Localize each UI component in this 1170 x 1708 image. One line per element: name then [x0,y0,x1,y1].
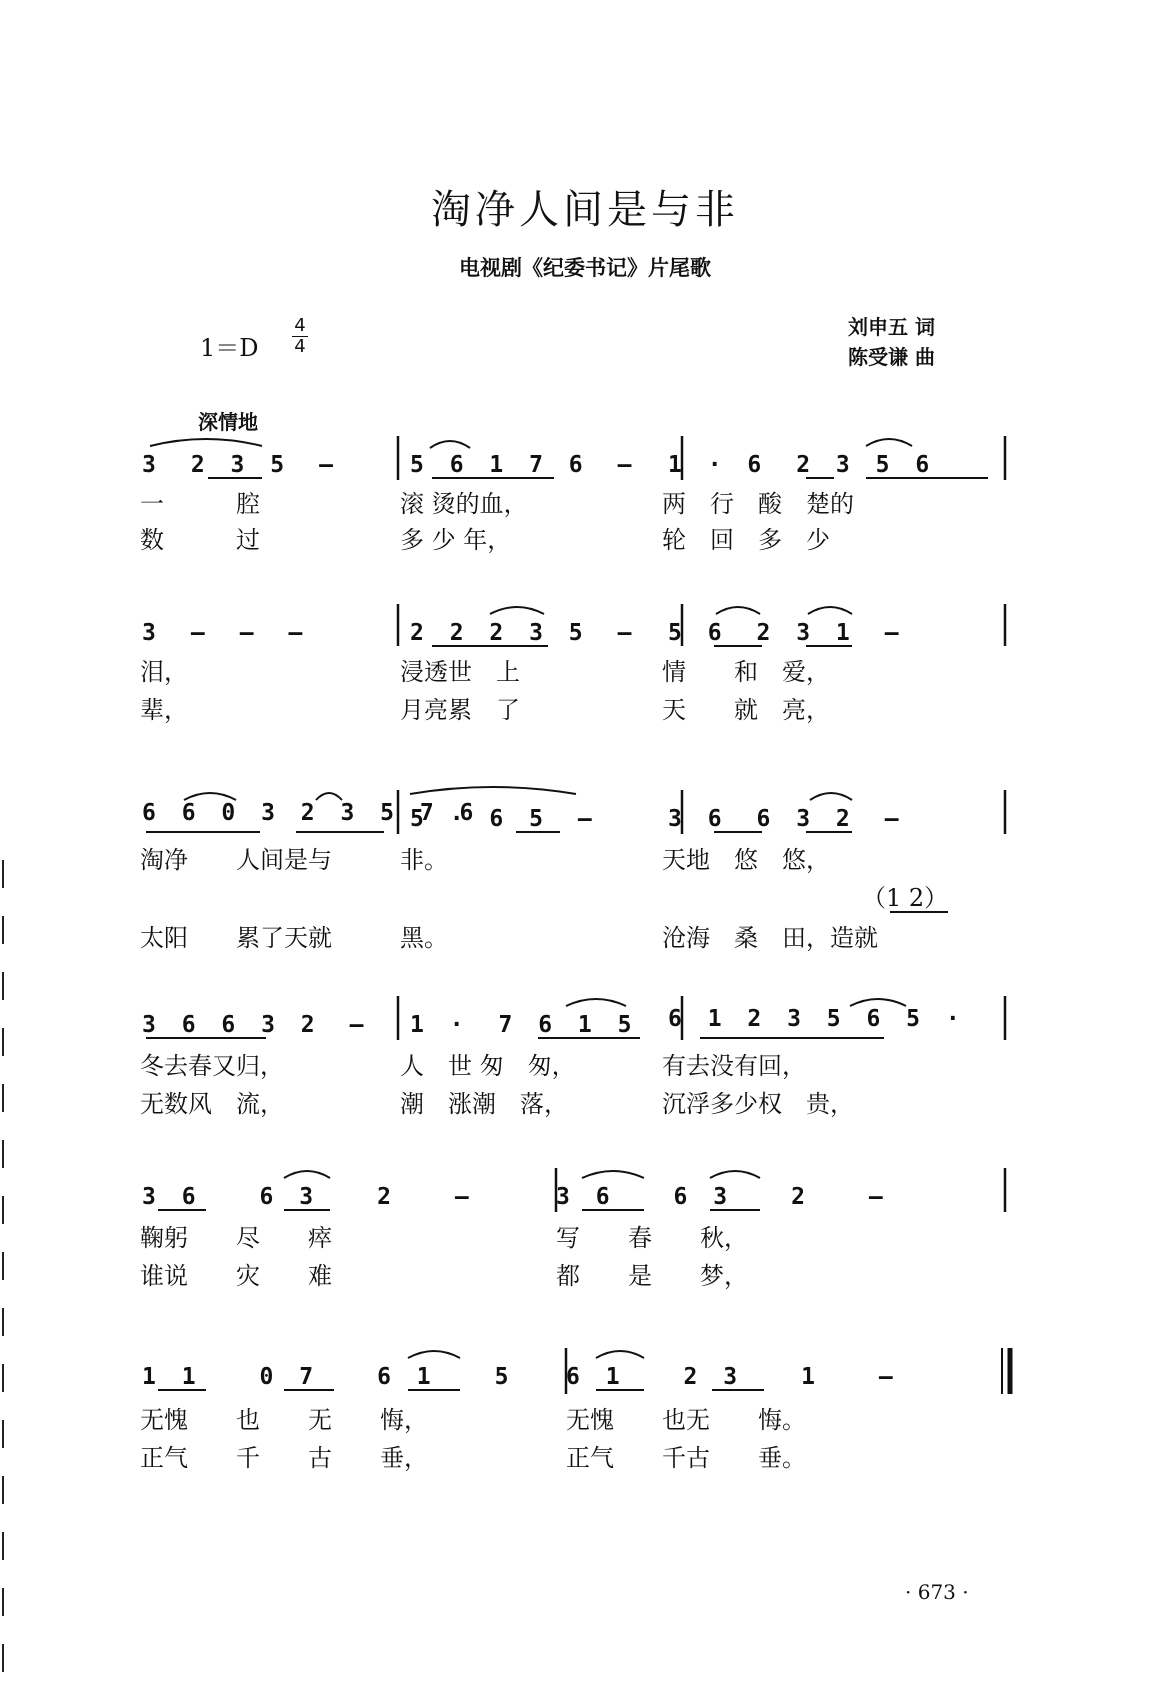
slur [430,441,470,448]
notes-s1-m3: 1 · 6 2 3 5 6 [668,452,936,478]
lyric-s5-v1-m1: 鞠躬 尽 瘁 [140,1224,332,1252]
lyric-s1-v1-m2: 滚 烫的血， [400,490,528,518]
lyric-s3-v2-m3: 沧海 桑 田，造就 [662,924,878,952]
notes-s6-m2: 6 1 2 3 1 — [566,1364,899,1390]
lyric-s4-v2-m3: 沉浮多少权 贵， [662,1090,854,1118]
lyric-s2-v1-m2: 浸透世 上 [400,658,520,686]
lyric-s1-v2-m3: 轮 回 多 少 [662,526,830,554]
slur [150,439,262,446]
slur [582,1171,644,1178]
lyric-s2-v2-m1: 辈， [140,696,188,724]
notes-s4-m3: 6 1 2 3 5 6 5 · [668,1006,966,1032]
slur [810,793,852,800]
lyric-s1-v1-m1: 一 腔 [140,490,260,518]
lyric-s3-v1-m1: 淘净 人间是与 [140,846,332,874]
lyric-s6-v1-m2: 无愧 也无 悔。 [566,1406,806,1434]
slur [808,607,852,614]
key-signature: 1＝D [200,334,259,362]
slur [316,793,342,800]
slur [866,439,912,446]
slur [596,1351,644,1358]
notes-s6-m1: 1 1 0 7 6 1 5 [142,1364,515,1390]
slur [490,607,544,614]
lyric-s2-v2-m3: 天 就 亮， [662,696,830,724]
slur [710,1171,760,1178]
lyric-s1-v2-m1: 数 过 [140,526,260,554]
lyric-s6-v2-m2: 正气 千古 垂。 [566,1444,806,1472]
lyric-s5-v2-m2: 都 是 梦， [556,1262,748,1290]
lyric-s4-v2-m1: 无数风 流， [140,1090,284,1118]
lyric-s6-v1-m1: 无愧 也 无 悔， [140,1406,428,1434]
lyric-s2-v1-m3: 情 和 爱， [662,658,830,686]
lyric-s4-v1-m1: 冬去春又归， [140,1052,284,1080]
lyric-s4-v1-m3: 有去没有回， [662,1052,806,1080]
lyric-s3-v1-m2: 非。 [400,846,448,874]
notes-s3-m1: 6 6 0 3 2 3 5 7 6 [142,800,480,826]
notes-s4-m1: 3 6 6 3 2 — [142,1012,370,1038]
slur [408,1351,460,1358]
time-signature-bottom: 4 [292,336,308,357]
composer-credit: 陈受谦 曲 [848,345,935,369]
notes-s5-m1: 3 6 6 3 2 — [142,1184,475,1210]
lyric-s3-v1-m3: 天地 悠 悠， [662,846,830,874]
tempo-marking: 深情地 [198,410,258,434]
slur [410,787,576,794]
notes-s4-m2: 1 · 7 6 1 5 [410,1012,638,1038]
notes-s2-m1: 3 — — — [142,620,309,646]
lyric-s2-v2-m2: 月亮累 了 [400,696,520,724]
notes-s3-m2: 5 · 6 5 — [410,806,598,832]
lyric-s2-v1-m1: 泪， [140,658,188,686]
lyric-s4-v1-m2: 人 世 匆 匆， [400,1052,576,1080]
lyric-s6-v2-m1: 正气 千 古 垂， [140,1444,428,1472]
song-subtitle: 电视剧《纪委书记》片尾歌 [459,256,711,280]
notes-s1-m1: 3 2 3 5 — [142,452,339,478]
lyric-s4-v2-m2: 潮 涨潮 落， [400,1090,568,1118]
notes-s3-m3: 3 6 6 3 2 — [668,806,905,832]
notes-s2-m3: 5 6 2 3 1 — [668,620,905,646]
lyric-s1-v2-m2: 多 少 年， [400,526,512,554]
lyric-s3-v2-m2: 黑。 [400,924,448,952]
lyric-s1-v1-m3: 两 行 酸 楚的 [662,490,854,518]
time-signature-top: 4 [294,315,306,336]
page-number: · 673 · [905,1580,969,1604]
notes-s5-m2: 3 6 6 3 2 — [556,1184,889,1210]
slur [566,999,626,1006]
slur [184,793,236,800]
lyric-bracket: （1 2） [862,884,949,912]
notes-s2-m2: 2 2 2 3 5 — [410,620,638,646]
song-title: 淘净人间是与非 [431,187,739,233]
lyric-s5-v2-m1: 谁说 灾 难 [140,1262,332,1290]
lyric-s3-v2-m1: 太阳 累了天就 [140,924,332,952]
slur [284,1171,330,1178]
slur [850,999,906,1006]
lyric-s5-v1-m2: 写 春 秋， [556,1224,748,1252]
slur [716,607,760,614]
lyricist-credit: 刘申五 词 [848,315,935,339]
notes-s1-m2: 5 6 1 7 6 — [410,452,638,478]
